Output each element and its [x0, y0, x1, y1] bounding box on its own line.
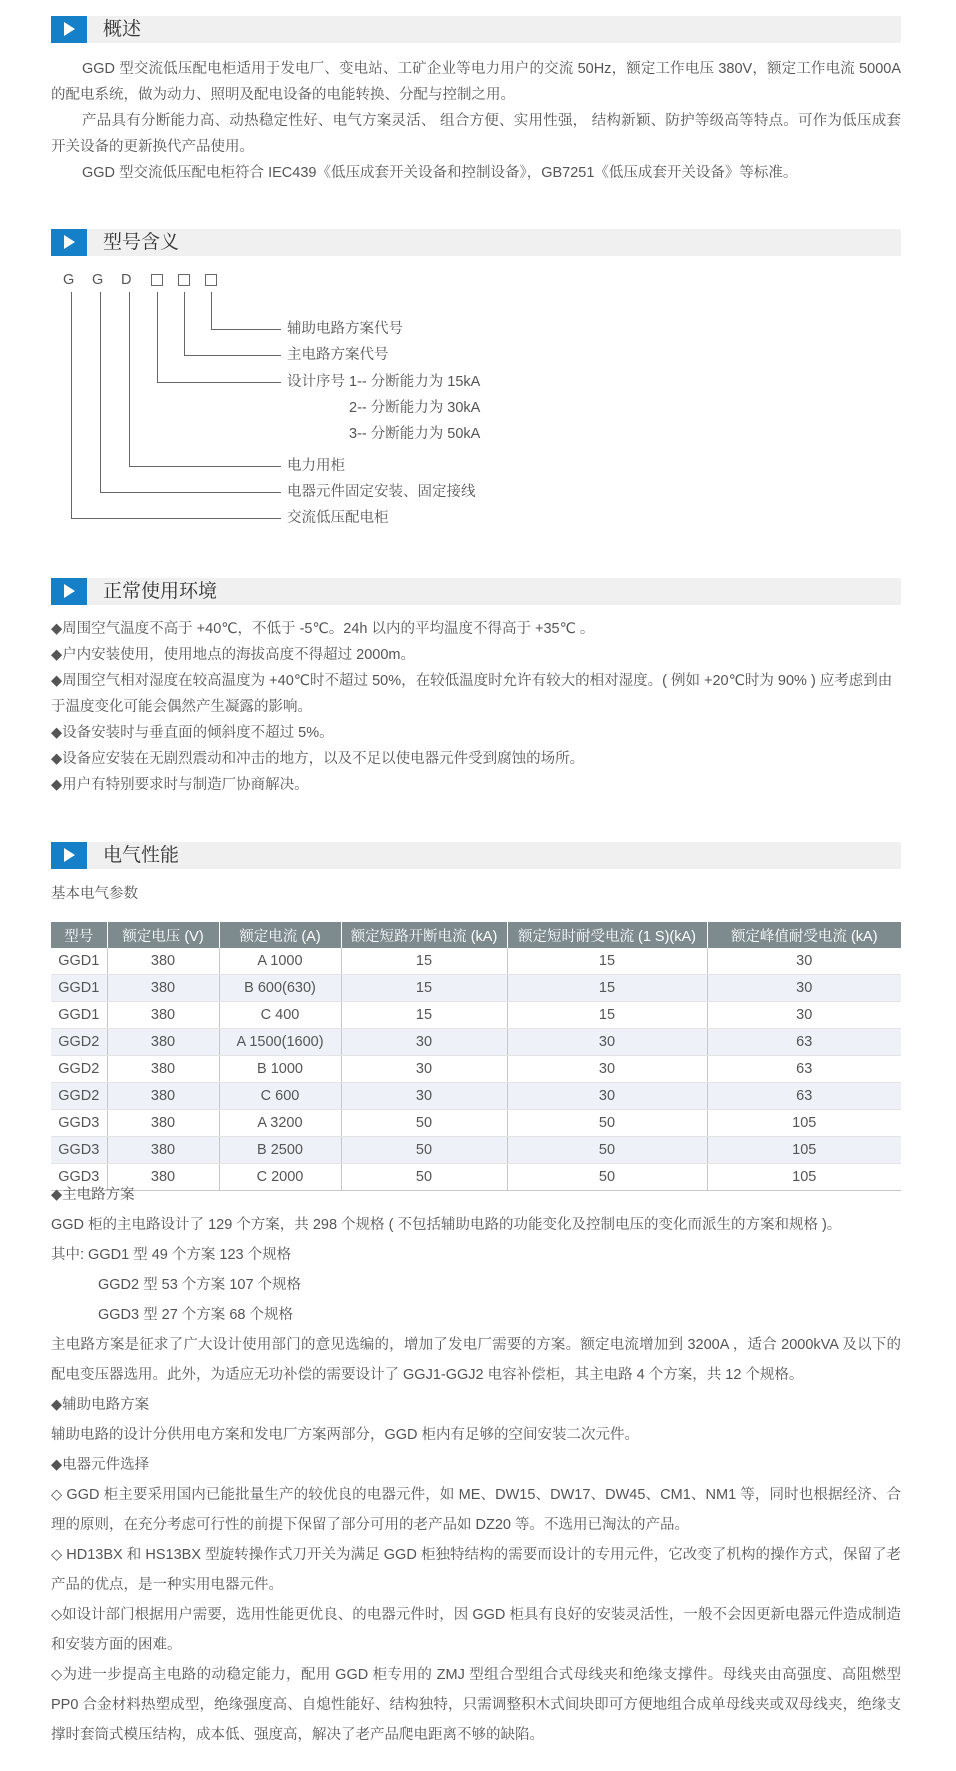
code-letter-g1: G — [63, 272, 75, 288]
code-label-design-2: 2-- 分断能力为 30kA — [349, 400, 481, 416]
play-arrow-icon — [51, 229, 87, 256]
code-letter-d: D — [121, 272, 132, 288]
table-cell: C 400 — [219, 1002, 341, 1029]
subsection-title-main-circuit: ◆主电路方案 — [51, 1187, 135, 1203]
leader-line — [211, 292, 212, 329]
code-placeholder-box — [205, 274, 217, 286]
table-row — [51, 1056, 901, 1083]
code-placeholder-box — [178, 274, 190, 286]
code-placeholder-box — [151, 274, 163, 286]
column-header: 额定电压 (V) — [107, 922, 219, 948]
section-header-environment — [51, 578, 901, 605]
table-cell: 30 — [707, 1002, 901, 1029]
subsection-title-components: ◆电器元件选择 — [51, 1457, 150, 1473]
table-cell: 30 — [507, 1056, 707, 1083]
table-cell: 380 — [107, 1164, 219, 1191]
table-cell: GGD1 — [51, 1002, 107, 1029]
overview-paragraph-2: 产品具有分断能力高、动热稳定性好、电气方案灵活、 组合方便、实用性强， 结构新颖、防护等级高等特点。可作为低压成套开关设备的更新换代产品使用。 — [51, 113, 901, 155]
table-cell: B 600(630) — [219, 975, 341, 1002]
subsection-title-aux-circuit: ◆辅助电路方案 — [51, 1397, 150, 1413]
table-row — [51, 1029, 901, 1056]
main-circuit-paragraph-2: 主电路方案是征求了广大设计使用部门的意见选编的，增加了发电厂需要的方案。额定电流增加到 3200A ，适合 2000kVA 及以下的配电变压器选用。此外，为适应无功补偿的需要设计了 GGJ1-GGJ2 电容补偿柜，其主电路 4 个方案，共 12 个规格。 — [51, 1337, 901, 1383]
column-header: 额定短路开断电流 (kA) — [341, 922, 507, 948]
table-cell: 380 — [107, 1002, 219, 1029]
table-caption: 基本电气参数 — [51, 886, 138, 902]
list-item: ◆户内安装使用，使用地点的海拔高度不得超过 2000m。 — [51, 647, 416, 663]
play-arrow-icon — [51, 578, 87, 605]
table-cell: 50 — [341, 1137, 507, 1164]
leader-line — [157, 382, 281, 383]
code-label-power: 电力用柜 — [287, 458, 345, 474]
code-label-fixed: 电器元件固定安装、固定接线 — [287, 484, 476, 500]
table-cell: 380 — [107, 948, 219, 975]
leader-line — [71, 518, 281, 519]
table-cell: 380 — [107, 1056, 219, 1083]
table-cell: 380 — [107, 975, 219, 1002]
main-circuit-line-1: 其中: GGD1 型 49 个方案 123 个规格 — [51, 1247, 292, 1263]
table-cell: 15 — [507, 975, 707, 1002]
table-cell: 15 — [341, 948, 507, 975]
leader-line — [211, 329, 281, 330]
table-cell: 30 — [507, 1029, 707, 1056]
list-item: ◆周围空气相对湿度在较高温度为 +40℃时不超过 50%，在较低温度时允许有较大的相对湿度。( 例如 +20℃时为 90% ) 应考虑到由于温度变化可能会偶然产生凝露的影响。 — [51, 673, 893, 715]
table-header-row — [51, 922, 901, 948]
code-label-aux: 辅助电路方案代号 — [287, 321, 403, 337]
table-cell: C 600 — [219, 1083, 341, 1110]
table-cell: 63 — [707, 1029, 901, 1056]
table-cell: A 3200 — [219, 1110, 341, 1137]
table-cell: 15 — [341, 975, 507, 1002]
environment-list — [51, 616, 901, 798]
section-header-model — [51, 229, 901, 256]
main-circuit-line-2: GGD2 型 53 个方案 107 个规格 — [98, 1277, 302, 1293]
table-cell: GGD3 — [51, 1110, 107, 1137]
table-cell: 105 — [707, 1110, 901, 1137]
components-paragraph-2: ◇ HD13BX 和 HS13BX 型旋转操作式刀开关为满足 GGD 柜独特结构的需要而设计的专用元件，它改变了机构的操作方式，保留了老产品的优点，是一种实用电器元件。 — [51, 1547, 901, 1593]
table-row — [51, 1137, 901, 1164]
play-arrow-icon — [51, 842, 87, 869]
table-cell: 63 — [707, 1056, 901, 1083]
table-cell: 380 — [107, 1137, 219, 1164]
section-title: 型号含义 — [103, 232, 180, 253]
table-cell: 380 — [107, 1029, 219, 1056]
column-header: 额定电流 (A) — [219, 922, 341, 948]
list-item: ◆设备应安装在无剧烈震动和冲击的地方，以及不足以使电器元件受到腐蚀的场所。 — [51, 751, 585, 767]
table-cell: 380 — [107, 1110, 219, 1137]
leader-line — [100, 292, 101, 492]
leader-line — [129, 292, 130, 466]
table-cell: 30 — [341, 1056, 507, 1083]
list-item: ◆周围空气温度不高于 +40℃，不低于 -5℃。24h 以内的平均温度不得高于 +35℃ 。 — [51, 621, 595, 637]
leader-line — [129, 466, 281, 467]
table-row — [51, 948, 901, 975]
table-cell: 50 — [507, 1164, 707, 1191]
table-row — [51, 1083, 901, 1110]
section-title: 正常使用环境 — [103, 581, 218, 602]
table-cell: B 1000 — [219, 1056, 341, 1083]
overview-paragraph-3: GGD 型交流低压配电柜符合 IEC439《低压成套开关设备和控制设备》，GB7251《低压成套开关设备》等标准。 — [82, 165, 798, 181]
table-cell: 30 — [707, 975, 901, 1002]
table-cell: 105 — [707, 1137, 901, 1164]
table-cell: GGD3 — [51, 1137, 107, 1164]
overview-paragraph-1: GGD 型交流低压配电柜适用于发电厂、变电站、工矿企业等电力用户的交流 50Hz，额定工作电压 380V，额定工作电流 5000A 的配电系统，做为动力、照明及配电设备的电能转换、分配与控制之用。 — [51, 61, 901, 103]
overview-text — [51, 56, 901, 186]
table-cell: GGD1 — [51, 975, 107, 1002]
section-title: 概述 — [103, 19, 142, 40]
table-cell: A 1000 — [219, 948, 341, 975]
table-cell: GGD2 — [51, 1056, 107, 1083]
code-label-design-3: 3-- 分断能力为 50kA — [349, 426, 481, 442]
table-row — [51, 975, 901, 1002]
table-cell: GGD2 — [51, 1083, 107, 1110]
electrical-params-table — [51, 922, 901, 1191]
components-paragraph-3: ◇如设计部门根据用户需要，选用性能更优良、的电器元件时，因 GGD 柜具有良好的安装灵活性，一般不会因更新电器元件造成制造和安装方面的困难。 — [51, 1607, 901, 1653]
section-header-overview — [51, 16, 901, 43]
table-cell: 50 — [507, 1110, 707, 1137]
table-cell: 30 — [507, 1083, 707, 1110]
components-paragraph-1: ◇ GGD 柜主要采用国内已能批量生产的较优良的电器元件，如 ME、DW15、DW17、DW45、CM1、NM1 等，同时也根据经济、合理的原则，在充分考虑可行性的前提下保留了部分可用的老产品如 DZ20 等。不选用已淘汰的产品。 — [51, 1487, 901, 1533]
table-cell: GGD1 — [51, 948, 107, 975]
table-cell: 15 — [507, 948, 707, 975]
table-cell: GGD2 — [51, 1029, 107, 1056]
column-header: 额定短时耐受电流 (1 S)(kA) — [507, 922, 707, 948]
table-cell: 380 — [107, 1083, 219, 1110]
leader-line — [184, 292, 185, 355]
table-cell: 15 — [507, 1002, 707, 1029]
play-arrow-icon — [51, 16, 87, 43]
code-label-main: 主电路方案代号 — [287, 347, 389, 363]
table-cell: 63 — [707, 1083, 901, 1110]
table-cell: 30 — [341, 1083, 507, 1110]
table-cell: 50 — [341, 1110, 507, 1137]
table-cell: 50 — [507, 1137, 707, 1164]
components-paragraph-4: ◇为进一步提高主电路的动稳定能力，配用 GGD 柜专用的 ZMJ 型组合型组合式母线夹和绝缘支撑件。母线夹由高强度、高阻燃型 PP0 合金材料热塑成型，绝缘强度高、自熄性能好、结构独特，只需调整积木式间块即可方便地组合成单母线夹或双母线夹，绝缘支撑时套筒式模压结构，成本低、强度高，解决了老产品爬电距离不够的缺陷。 — [51, 1667, 901, 1743]
table-cell: A 1500(1600) — [219, 1029, 341, 1056]
main-circuit-paragraph-1: GGD 柜的主电路设计了 129 个方案，共 298 个规格 ( 不包括辅助电路的功能变化及控制电压的变化而派生的方案和规格 )。 — [51, 1217, 842, 1233]
table-cell: B 2500 — [219, 1137, 341, 1164]
table-row — [51, 1002, 901, 1029]
electrical-details — [51, 1180, 901, 1750]
code-label-ac: 交流低压配电柜 — [287, 510, 389, 526]
leader-line — [71, 292, 72, 518]
column-header: 型号 — [51, 922, 107, 948]
list-item: ◆设备安装时与垂直面的倾斜度不超过 5%。 — [51, 725, 334, 741]
table-cell: 30 — [707, 948, 901, 975]
code-letter-g2: G — [92, 272, 104, 288]
code-label-design-1: 设计序号 1-- 分断能力为 15kA — [287, 374, 481, 390]
leader-line — [100, 492, 281, 493]
aux-circuit-paragraph: 辅助电路的设计分供用电方案和发电厂方案两部分，GGD 柜内有足够的空间安装二次元件。 — [51, 1427, 640, 1443]
table-cell: GGD3 — [51, 1164, 107, 1191]
table-cell: 50 — [341, 1164, 507, 1191]
column-header: 额定峰值耐受电流 (kA) — [707, 922, 901, 948]
table-cell: 105 — [707, 1164, 901, 1191]
table-cell: 15 — [341, 1002, 507, 1029]
table-row — [51, 1110, 901, 1137]
leader-line — [184, 355, 281, 356]
table-cell: C 2000 — [219, 1164, 341, 1191]
leader-line — [157, 292, 158, 382]
table-cell: 30 — [341, 1029, 507, 1056]
main-circuit-line-3: GGD3 型 27 个方案 68 个规格 — [98, 1307, 293, 1323]
list-item: ◆用户有特别要求时与制造厂协商解决。 — [51, 777, 309, 793]
section-title: 电气性能 — [103, 845, 180, 866]
section-header-electrical — [51, 842, 901, 869]
